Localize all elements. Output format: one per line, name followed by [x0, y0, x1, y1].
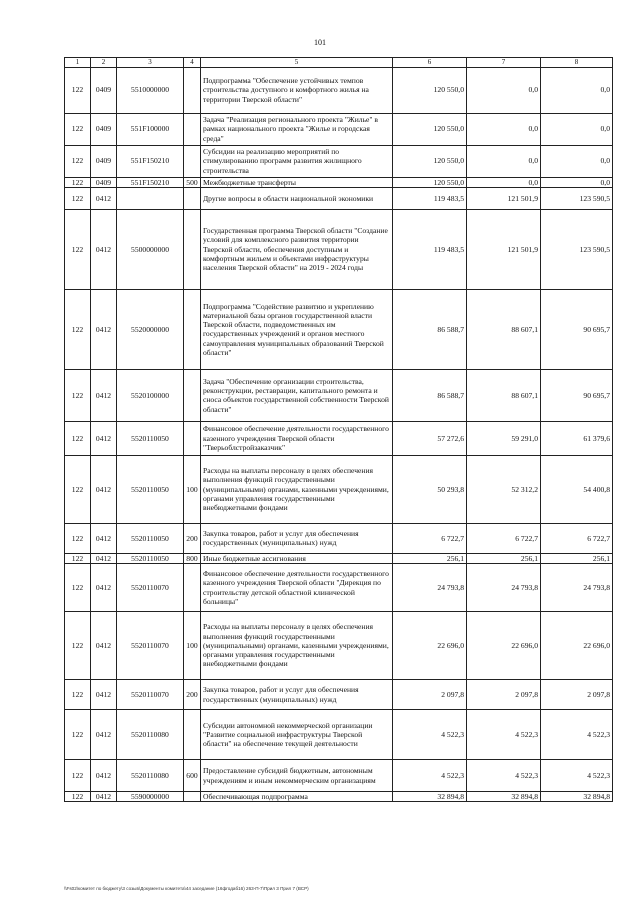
expense-type: 100 — [184, 455, 201, 523]
item-name: Предоставление субсидий бюджетным, автономным учреждениям и иным некоммерческим организациям — [201, 760, 393, 792]
expense-type: 200 — [184, 680, 201, 710]
amount-year-1: 256,1 — [393, 553, 467, 563]
amount-year-3: 22 696,0 — [541, 612, 613, 680]
section-code: 0412 — [91, 523, 117, 553]
amount-year-2: 88 607,1 — [467, 369, 541, 421]
target-article: 551F150210 — [117, 145, 184, 177]
expense-type — [184, 209, 201, 289]
ministry-code: 122 — [65, 523, 91, 553]
amount-year-2: 32 894,8 — [467, 792, 541, 802]
column-number: 4 — [184, 58, 201, 68]
ministry-code: 122 — [65, 209, 91, 289]
expense-type — [184, 145, 201, 177]
table-row — [65, 553, 613, 563]
ministry-code: 122 — [65, 792, 91, 802]
target-article: 5510000000 — [117, 67, 184, 113]
amount-year-3: 4 522,3 — [541, 710, 613, 760]
ministry-code: 122 — [65, 177, 91, 187]
target-article: 5520110070 — [117, 612, 184, 680]
target-article: 5520110070 — [117, 680, 184, 710]
section-code: 0409 — [91, 113, 117, 145]
table-row — [65, 612, 613, 680]
column-number-row — [65, 58, 613, 68]
item-name: Субсидии на реализацию мероприятий по стимулированию программ развития жилищного строительства — [201, 145, 393, 177]
target-article: 551F100000 — [117, 113, 184, 145]
table-row — [65, 177, 613, 187]
section-code: 0409 — [91, 177, 117, 187]
column-number: 7 — [467, 58, 541, 68]
expense-type — [184, 710, 201, 760]
item-name: Обеспечивающая подпрограмма — [201, 792, 393, 802]
target-article: 5520110070 — [117, 564, 184, 612]
target-article: 5590000000 — [117, 792, 184, 802]
expense-type — [184, 564, 201, 612]
table-row — [65, 710, 613, 760]
target-article: 5520000000 — [117, 289, 184, 369]
amount-year-2: 0,0 — [467, 145, 541, 177]
target-article: 5520110080 — [117, 710, 184, 760]
amount-year-1: 119 483,5 — [393, 187, 467, 209]
target-article: 5500000000 — [117, 209, 184, 289]
table-row — [65, 113, 613, 145]
amount-year-2: 6 722,7 — [467, 523, 541, 553]
table-row — [65, 187, 613, 209]
section-code: 0409 — [91, 145, 117, 177]
amount-year-3: 123 590,5 — [541, 187, 613, 209]
amount-year-3: 90 695,7 — [541, 369, 613, 421]
ministry-code: 122 — [65, 680, 91, 710]
amount-year-3: 4 522,3 — [541, 760, 613, 792]
amount-year-3: 123 590,5 — [541, 209, 613, 289]
target-article: 5520110050 — [117, 523, 184, 553]
amount-year-1: 4 522,3 — [393, 760, 467, 792]
expense-type: 200 — [184, 523, 201, 553]
table-row — [65, 792, 613, 802]
amount-year-1: 86 588,7 — [393, 369, 467, 421]
amount-year-3: 32 894,8 — [541, 792, 613, 802]
item-name: Финансовое обеспечение деятельности государственного казенного учреждения Тверской области "Тверьоблстройзаказчик" — [201, 421, 393, 455]
amount-year-3: 90 695,7 — [541, 289, 613, 369]
item-name: Государственная программа Тверской области "Создание условий для комплексного развития территории Тверской области, обеспечения доступным и комфортным жильем и объектами инфраструктуры населения Тверской области" на 2019 - 2024 годы — [201, 209, 393, 289]
item-name: Субсидии автономной некоммерческой организации "Развитие социальной инфраструктуры Тверской области" на обеспечение текущей деятельности — [201, 710, 393, 760]
ministry-code: 122 — [65, 564, 91, 612]
amount-year-2: 121 501,9 — [467, 187, 541, 209]
table-row — [65, 523, 613, 553]
column-number: 6 — [393, 58, 467, 68]
item-name: Межбюджетные трансферты — [201, 177, 393, 187]
amount-year-2: 59 291,0 — [467, 421, 541, 455]
amount-year-1: 32 894,8 — [393, 792, 467, 802]
section-code: 0412 — [91, 187, 117, 209]
amount-year-3: 6 722,7 — [541, 523, 613, 553]
ministry-code: 122 — [65, 455, 91, 523]
expense-type: 600 — [184, 760, 201, 792]
table-row — [65, 564, 613, 612]
ministry-code: 122 — [65, 710, 91, 760]
amount-year-1: 86 588,7 — [393, 289, 467, 369]
section-code: 0412 — [91, 760, 117, 792]
item-name: Расходы на выплаты персоналу в целях обеспечения выполнения функций государственными (муниципальными) органами, казенными учреждениями, органами управления государственными внебюджетными фондами — [201, 612, 393, 680]
section-code: 0409 — [91, 67, 117, 113]
item-name: Финансовое обеспечение деятельности государственного казенного учреждения Тверской области "Дирекция по строительству детской областной клинической больницы" — [201, 564, 393, 612]
target-article: 5520110050 — [117, 553, 184, 563]
column-number: 3 — [117, 58, 184, 68]
item-name: Иные бюджетные ассигнования — [201, 553, 393, 563]
amount-year-1: 2 097,8 — [393, 680, 467, 710]
amount-year-3: 54 400,8 — [541, 455, 613, 523]
target-article — [117, 187, 184, 209]
amount-year-1: 50 293,8 — [393, 455, 467, 523]
table-row — [65, 455, 613, 523]
amount-year-1: 120 550,0 — [393, 113, 467, 145]
budget-table — [64, 57, 613, 802]
table-row — [65, 369, 613, 421]
amount-year-1: 120 550,0 — [393, 145, 467, 177]
item-name: Задача "Реализация регионального проекта "Жилье" в рамках национального проекта "Жилье и городская среда" — [201, 113, 393, 145]
amount-year-2: 0,0 — [467, 177, 541, 187]
amount-year-1: 6 722,7 — [393, 523, 467, 553]
table-row — [65, 421, 613, 455]
amount-year-1: 24 793,8 — [393, 564, 467, 612]
amount-year-3: 256,1 — [541, 553, 613, 563]
item-name: Другие вопросы в области национальной экономики — [201, 187, 393, 209]
expense-type: 100 — [184, 612, 201, 680]
section-code: 0412 — [91, 421, 117, 455]
amount-year-2: 2 097,8 — [467, 680, 541, 710]
ministry-code: 122 — [65, 187, 91, 209]
expense-type — [184, 289, 201, 369]
expense-type — [184, 369, 201, 421]
expense-type: 500 — [184, 177, 201, 187]
target-article: 551F150210 — [117, 177, 184, 187]
expense-type — [184, 67, 201, 113]
target-article: 5520110050 — [117, 421, 184, 455]
section-code: 0412 — [91, 792, 117, 802]
amount-year-2: 121 501,9 — [467, 209, 541, 289]
amount-year-3: 61 379,6 — [541, 421, 613, 455]
column-number: 8 — [541, 58, 613, 68]
amount-year-3: 2 097,8 — [541, 680, 613, 710]
item-name: Подпрограмма "Содействие развитию и укреплению материальной базы органов государственной власти Тверской области, подведомственных им государственных учреждений и органов местного самоуправления муниципальных образований Тверской области" — [201, 289, 393, 369]
column-number: 5 — [201, 58, 393, 68]
amount-year-2: 0,0 — [467, 113, 541, 145]
amount-year-1: 120 550,0 — [393, 177, 467, 187]
item-name: Закупка товаров, работ и услуг для обеспечения государственных (муниципальных) нужд — [201, 680, 393, 710]
amount-year-2: 52 312,2 — [467, 455, 541, 523]
amount-year-2: 4 522,3 — [467, 760, 541, 792]
table-row — [65, 67, 613, 113]
ministry-code: 122 — [65, 113, 91, 145]
table-row — [65, 289, 613, 369]
expense-type — [184, 421, 201, 455]
item-name: Подпрограмма "Обеспечение устойчивых темпов строительства доступного и комфортного жилья на территории Тверской области" — [201, 67, 393, 113]
item-name: Закупка товаров, работ и услуг для обеспечения государственных (муниципальных) нужд — [201, 523, 393, 553]
amount-year-1: 120 550,0 — [393, 67, 467, 113]
ministry-code: 122 — [65, 67, 91, 113]
amount-year-2: 22 696,0 — [467, 612, 541, 680]
ministry-code: 122 — [65, 421, 91, 455]
ministry-code: 122 — [65, 760, 91, 792]
ministry-code: 122 — [65, 369, 91, 421]
column-number: 2 — [91, 58, 117, 68]
amount-year-3: 24 793,8 — [541, 564, 613, 612]
amount-year-3: 0,0 — [541, 67, 613, 113]
table-row — [65, 209, 613, 289]
column-number: 1 — [65, 58, 91, 68]
section-code: 0412 — [91, 564, 117, 612]
item-name: Расходы на выплаты персоналу в целях обеспечения выполнения функций государственными (муниципальными) органами, казенными учреждениями, органами управления государственными внебюджетными фондами — [201, 455, 393, 523]
amount-year-1: 22 696,0 — [393, 612, 467, 680]
section-code: 0412 — [91, 680, 117, 710]
amount-year-3: 0,0 — [541, 113, 613, 145]
amount-year-3: 0,0 — [541, 177, 613, 187]
ministry-code: 122 — [65, 289, 91, 369]
amount-year-2: 4 522,3 — [467, 710, 541, 760]
expense-type — [184, 792, 201, 802]
expense-type — [184, 187, 201, 209]
ministry-code: 122 — [65, 553, 91, 563]
table-row — [65, 680, 613, 710]
amount-year-1: 57 272,6 — [393, 421, 467, 455]
expense-type: 800 — [184, 553, 201, 563]
amount-year-1: 119 483,5 — [393, 209, 467, 289]
section-code: 0412 — [91, 209, 117, 289]
amount-year-3: 0,0 — [541, 145, 613, 177]
target-article: 5520110050 — [117, 455, 184, 523]
section-code: 0412 — [91, 612, 117, 680]
item-name: Задача "Обеспечение организации строительства, реконструкции, реставрации, капитального ремонта и сноса объектов государственной собственности Тверской области" — [201, 369, 393, 421]
target-article: 5520110080 — [117, 760, 184, 792]
expense-type — [184, 113, 201, 145]
section-code: 0412 — [91, 369, 117, 421]
section-code: 0412 — [91, 710, 117, 760]
table-row — [65, 760, 613, 792]
target-article: 5520100000 — [117, 369, 184, 421]
section-code: 0412 — [91, 553, 117, 563]
ministry-code: 122 — [65, 612, 91, 680]
amount-year-2: 256,1 — [467, 553, 541, 563]
file-path-footer: \\Fs02\комитет по бюджету\3 созыв\Документы комитета\44 заседание (16фгодаб16) 263-П-7\Прил 3 Прил 7 (ВСР) — [64, 886, 309, 891]
table-row — [65, 145, 613, 177]
section-code: 0412 — [91, 289, 117, 369]
page-number: 101 — [314, 38, 326, 47]
amount-year-2: 0,0 — [467, 67, 541, 113]
section-code: 0412 — [91, 455, 117, 523]
ministry-code: 122 — [65, 145, 91, 177]
amount-year-2: 88 607,1 — [467, 289, 541, 369]
amount-year-2: 24 793,8 — [467, 564, 541, 612]
amount-year-1: 4 522,3 — [393, 710, 467, 760]
